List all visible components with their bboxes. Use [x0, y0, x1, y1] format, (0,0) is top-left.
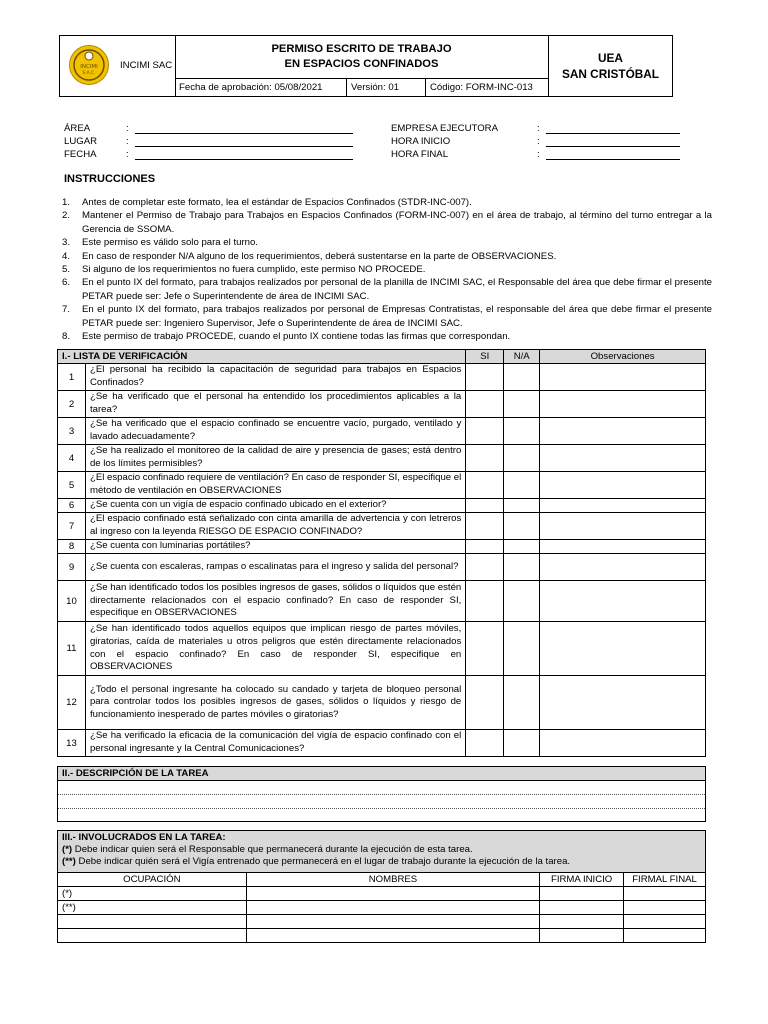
field-sep: :: [537, 136, 540, 147]
approval-date: Fecha de aprobación: 05/08/2021: [175, 79, 347, 96]
checklist-row: [58, 445, 706, 472]
involved-header: [58, 831, 706, 873]
checklist-number: 10: [58, 581, 86, 622]
checklist-question: ¿Se ha verificado la eficacia de la comunicación del vigía de espacio confinado con el personal ingresante y la Central Comunicaciones?: [85, 730, 465, 757]
involved-note-2: [62, 856, 701, 868]
instructions-title: INSTRUCCIONES: [64, 173, 156, 185]
involved-title: III.- INVOLUCRADOS EN LA TAREA:: [62, 832, 226, 843]
si-check-cell[interactable]: [466, 554, 504, 581]
si-check-cell[interactable]: [466, 540, 504, 554]
logo-cell: [60, 36, 176, 96]
firma-final-cell[interactable]: [624, 915, 706, 929]
instruction-number: 2.: [62, 210, 71, 222]
observation-cell[interactable]: [540, 364, 706, 391]
observation-cell[interactable]: [540, 540, 706, 554]
instruction-number: 8.: [62, 331, 71, 343]
na-check-cell[interactable]: [504, 391, 540, 418]
instruction-text: Este permiso de trabajo PROCEDE, cuando el punto IX contiene todas las firmas que correspondan.: [82, 331, 511, 343]
col-na: N/A: [504, 350, 540, 364]
checklist-number: 5: [58, 472, 86, 499]
na-check-cell[interactable]: [504, 676, 540, 730]
checklist-question: ¿Se han identificado todos aquellos equipos que implican riesgo de partes móviles, giratorias, caída de materiales u otros peligros que estén directamente relacionados con el espacio confinado? En caso de responder SI, especifique en OBSERVACIONES: [85, 622, 465, 676]
field-hora-inicio: [391, 136, 680, 147]
gear-logo-icon: [70, 46, 108, 84]
field-label: HORA INICIO: [391, 136, 451, 147]
firma-inicio-cell[interactable]: [540, 915, 624, 929]
instruction-text: Si alguno de los requerimientos no fuera cumplido, este permiso NO PROCEDE.: [82, 264, 426, 276]
field-sep: :: [126, 149, 129, 160]
si-check-cell[interactable]: [466, 513, 504, 540]
checklist-question: ¿El espacio confinado está señalizado con cinta amarilla de advertencia y con letreros al ingreso con la leyenda RIESGO DE ESPACIO CONFINADO?: [85, 513, 465, 540]
task-description-line[interactable]: [58, 795, 705, 809]
involved-row: [58, 901, 706, 915]
area-input-line[interactable]: [135, 124, 353, 134]
observation-cell[interactable]: [540, 513, 706, 540]
field-label: FECHA: [64, 149, 97, 160]
si-check-cell[interactable]: [466, 445, 504, 472]
observation-cell[interactable]: [540, 554, 706, 581]
observation-cell[interactable]: [540, 622, 706, 676]
instruction-text: Mantener el Permiso de Trabajo para Trabajos en Espacios Confinados (FORM-INC-007) en el área de trabajo, al término del turno entregar a la Gerencia de SSOMA.: [82, 210, 712, 235]
instruction-item: [62, 303, 712, 330]
checklist-question: ¿Todo el personal ingresante ha colocado su candado y tarjeta de bloqueo personal para controlar todos los posibles ingresos de gases, sólidos o líquidos y riesgo de funcionamiento inesperado de partes móviles o giratorias?: [85, 676, 465, 730]
checklist-row: [58, 513, 706, 540]
instruction-number: 6.: [62, 277, 71, 289]
note-text: Debe indicar quien será el Responsable que permanecerá durante la ejecución de esta tarea.: [72, 844, 473, 855]
na-check-cell[interactable]: [504, 418, 540, 445]
instruction-number: 4.: [62, 250, 71, 262]
involved-row: [58, 887, 706, 901]
col-firma-inicio: FIRMA INICIO: [540, 873, 624, 887]
na-check-cell[interactable]: [504, 540, 540, 554]
checklist-row: [58, 622, 706, 676]
checklist-number: 13: [58, 730, 86, 757]
field-hora-final: [391, 149, 680, 160]
form-code: Código: FORM-INC-013: [426, 79, 549, 96]
involved-columns-row: [58, 873, 706, 887]
checklist-row: [58, 472, 706, 499]
checklist-number: 8: [58, 540, 86, 554]
checklist-row: [58, 364, 706, 391]
na-check-cell[interactable]: [504, 581, 540, 622]
si-check-cell[interactable]: [466, 676, 504, 730]
task-description-section: [57, 766, 706, 822]
empresa-input-line[interactable]: [546, 124, 680, 134]
na-check-cell[interactable]: [504, 622, 540, 676]
si-check-cell[interactable]: [466, 622, 504, 676]
lugar-input-line[interactable]: [135, 137, 353, 147]
logo-text: INCIMI SAC: [120, 60, 173, 71]
firma-inicio-cell[interactable]: [540, 887, 624, 901]
si-check-cell[interactable]: [466, 499, 504, 513]
hora-final-input-line[interactable]: [546, 150, 680, 160]
svg-text:INCIMI: INCIMI: [80, 64, 98, 70]
checklist-header-row: [58, 350, 706, 364]
checklist-number: 9: [58, 554, 86, 581]
field-sep: :: [537, 149, 540, 160]
field-label: EMPRESA EJECUTORA: [391, 123, 498, 134]
instruction-text: Este permiso es válido solo para el turno.: [82, 237, 258, 249]
checklist-row: [58, 554, 706, 581]
checklist-row: [58, 676, 706, 730]
si-check-cell[interactable]: [466, 730, 504, 757]
field-empresa: [391, 123, 680, 134]
instruction-text: En el punto IX del formato, para trabajos realizados por personal de Empresas Contratistas, el responsable del área que debe firmar el presente PETAR puede ser: Ingeniero Supervisor, Jefe o Superintendente de área de INCIMI SAC.: [82, 304, 712, 329]
field-fecha: [64, 149, 353, 160]
na-check-cell[interactable]: [504, 554, 540, 581]
firma-final-cell[interactable]: [624, 887, 706, 901]
uea-label: [549, 36, 672, 96]
uea-line-2: SAN CRISTÓBAL: [562, 67, 659, 81]
instruction-item: [62, 250, 712, 263]
field-area: [64, 123, 353, 134]
col-ocupacion: OCUPACIÓN: [58, 873, 247, 887]
firma-final-cell[interactable]: [624, 929, 706, 943]
si-check-cell[interactable]: [466, 581, 504, 622]
instruction-item: [62, 209, 712, 236]
instruction-number: 5.: [62, 264, 71, 276]
checklist-number: 6: [58, 499, 86, 513]
field-sep: :: [126, 123, 129, 134]
col-firma-final: FIRMAL FINAL: [624, 873, 706, 887]
document-header: [59, 35, 673, 97]
checklist-number: 1: [58, 364, 86, 391]
checklist-row: [58, 581, 706, 622]
instruction-item: [62, 196, 712, 209]
si-check-cell[interactable]: [466, 418, 504, 445]
instruction-item: [62, 276, 712, 303]
field-label: HORA FINAL: [391, 149, 449, 160]
instruction-text: En el punto IX del formato, para trabajos realizados por personal de la planilla de INCIMI SAC, el Responsable del área que debe firmar el presente PETAR puede ser: Jefe o Superintendente de área de INCIMI SAC.: [82, 277, 712, 302]
involved-row: [58, 929, 706, 943]
instruction-item: [62, 263, 712, 276]
task-description-title: II.- DESCRIPCIÓN DE LA TAREA: [58, 767, 705, 781]
col-nombres: NOMBRES: [246, 873, 539, 887]
fecha-input-line[interactable]: [135, 150, 353, 160]
checklist-number: 11: [58, 622, 86, 676]
observation-cell[interactable]: [540, 676, 706, 730]
checklist-number: 3: [58, 418, 86, 445]
instruction-item: [62, 330, 712, 343]
checklist-title: I.- LISTA DE VERIFICACIÓN: [58, 350, 466, 364]
checklist-table: [57, 349, 706, 757]
checklist-row: [58, 499, 706, 513]
checklist-row: [58, 730, 706, 757]
col-si: SI: [466, 350, 504, 364]
checklist-number: 12: [58, 676, 86, 730]
checklist-question: ¿Se han identificado todos los posibles ingresos de gases, sólidos o líquidos que estén directamente relacionados con el espacio confinado? En caso de responder SI, especifique en OBSERVACIONES: [85, 581, 465, 622]
checklist-question: ¿Se ha verificado que el personal ha entendido los procedimientos aplicables a la tarea?: [85, 391, 465, 418]
checklist-row: [58, 418, 706, 445]
task-description-line[interactable]: [58, 809, 705, 822]
uea-line-1: UEA: [598, 51, 623, 65]
checklist-question: ¿El personal ha recibido la capacitación de seguridad para trabajos en Espacios Confinados?: [85, 364, 465, 391]
field-sep: :: [537, 123, 540, 134]
nombres-cell[interactable]: [246, 915, 539, 929]
si-check-cell[interactable]: [466, 472, 504, 499]
company-logo: [69, 45, 109, 85]
checklist-question: ¿Se ha realizado el monitoreo de la calidad de aire y presencia de gases; está dentro de los límites permisibles?: [85, 445, 465, 472]
note-text: Debe indicar quién será el Vigía entrenado que permanecerá en el lugar de trabajo durante la ejecución de la tarea.: [75, 856, 571, 867]
checklist-number: 2: [58, 391, 86, 418]
checklist-question: ¿Se cuenta con un vigía de espacio confinado ubicado en el exterior?: [85, 499, 465, 513]
involved-row: [58, 915, 706, 929]
involved-note-1: [62, 844, 701, 856]
checklist-row: [58, 391, 706, 418]
na-check-cell[interactable]: [504, 730, 540, 757]
checklist-question: ¿Se ha verificado que el espacio confinado se encuentre vacío, purgado, ventilado y lavado adecuadamente?: [85, 418, 465, 445]
instruction-number: 3.: [62, 237, 71, 249]
observation-cell[interactable]: [540, 472, 706, 499]
observation-cell[interactable]: [540, 445, 706, 472]
instruction-number: 1.: [62, 197, 71, 208]
col-observaciones: Observaciones: [540, 350, 706, 364]
field-label: LUGAR: [64, 136, 98, 147]
field-label: ÁREA: [64, 123, 91, 134]
ocupacion-cell[interactable]: [58, 915, 247, 929]
nombres-cell[interactable]: [246, 887, 539, 901]
checklist-question: ¿El espacio confinado requiere de ventilación? En caso de responder SI, especifique el método de ventilación en OBSERVACIONES: [85, 472, 465, 499]
na-check-cell[interactable]: [504, 472, 540, 499]
field-sep: :: [126, 136, 129, 147]
na-check-cell[interactable]: [504, 364, 540, 391]
involved-header-row: [58, 831, 706, 873]
ocupacion-cell[interactable]: [58, 929, 247, 943]
title-line-2: EN ESPACIOS CONFINADOS: [284, 58, 439, 70]
checklist-number: 7: [58, 513, 86, 540]
note-mark: (**): [62, 856, 76, 867]
si-check-cell[interactable]: [466, 364, 504, 391]
firma-inicio-cell[interactable]: [540, 929, 624, 943]
ocupacion-cell[interactable]: (**): [58, 901, 247, 915]
form-title: [175, 36, 549, 79]
field-lugar: [64, 136, 353, 147]
checklist-body: [58, 364, 706, 757]
ocupacion-cell[interactable]: (*): [58, 887, 247, 901]
nombres-cell[interactable]: [246, 929, 539, 943]
si-check-cell[interactable]: [466, 391, 504, 418]
observation-cell[interactable]: [540, 499, 706, 513]
instruction-text: Antes de completar este formato, lea el estándar de Espacios Confinados (STDR-INC-007).: [82, 197, 472, 208]
task-description-line[interactable]: [58, 781, 705, 795]
na-check-cell[interactable]: [504, 445, 540, 472]
instructions-list: [62, 196, 712, 343]
observation-cell[interactable]: [540, 418, 706, 445]
instruction-text: En caso de responder N/A alguno de los requerimientos, deberá sustentarse en la parte de OBSERVACIONES.: [82, 250, 557, 262]
checklist-number: 4: [58, 445, 86, 472]
instruction-number: 7.: [62, 304, 71, 316]
firma-inicio-cell[interactable]: [540, 901, 624, 915]
instruction-item: [62, 236, 712, 249]
hora-inicio-input-line[interactable]: [546, 137, 680, 147]
note-mark: (*): [62, 844, 73, 855]
checklist-question: ¿Se cuenta con escaleras, rampas o escalinatas para el ingreso y salida del personal?: [85, 554, 465, 581]
observation-cell[interactable]: [540, 730, 706, 757]
version: Versión: 01: [347, 79, 426, 96]
firma-final-cell[interactable]: [624, 901, 706, 915]
checklist-question: ¿Se cuenta con luminarias portátiles?: [85, 540, 465, 554]
nombres-cell[interactable]: [246, 901, 539, 915]
na-check-cell[interactable]: [504, 513, 540, 540]
involved-table: [57, 830, 706, 943]
checklist-row: [58, 540, 706, 554]
observation-cell[interactable]: [540, 581, 706, 622]
na-check-cell[interactable]: [504, 499, 540, 513]
svg-text:S.A.C.: S.A.C.: [82, 71, 96, 76]
observation-cell[interactable]: [540, 391, 706, 418]
title-line-1: PERMISO ESCRITO DE TRABAJO: [271, 43, 452, 55]
